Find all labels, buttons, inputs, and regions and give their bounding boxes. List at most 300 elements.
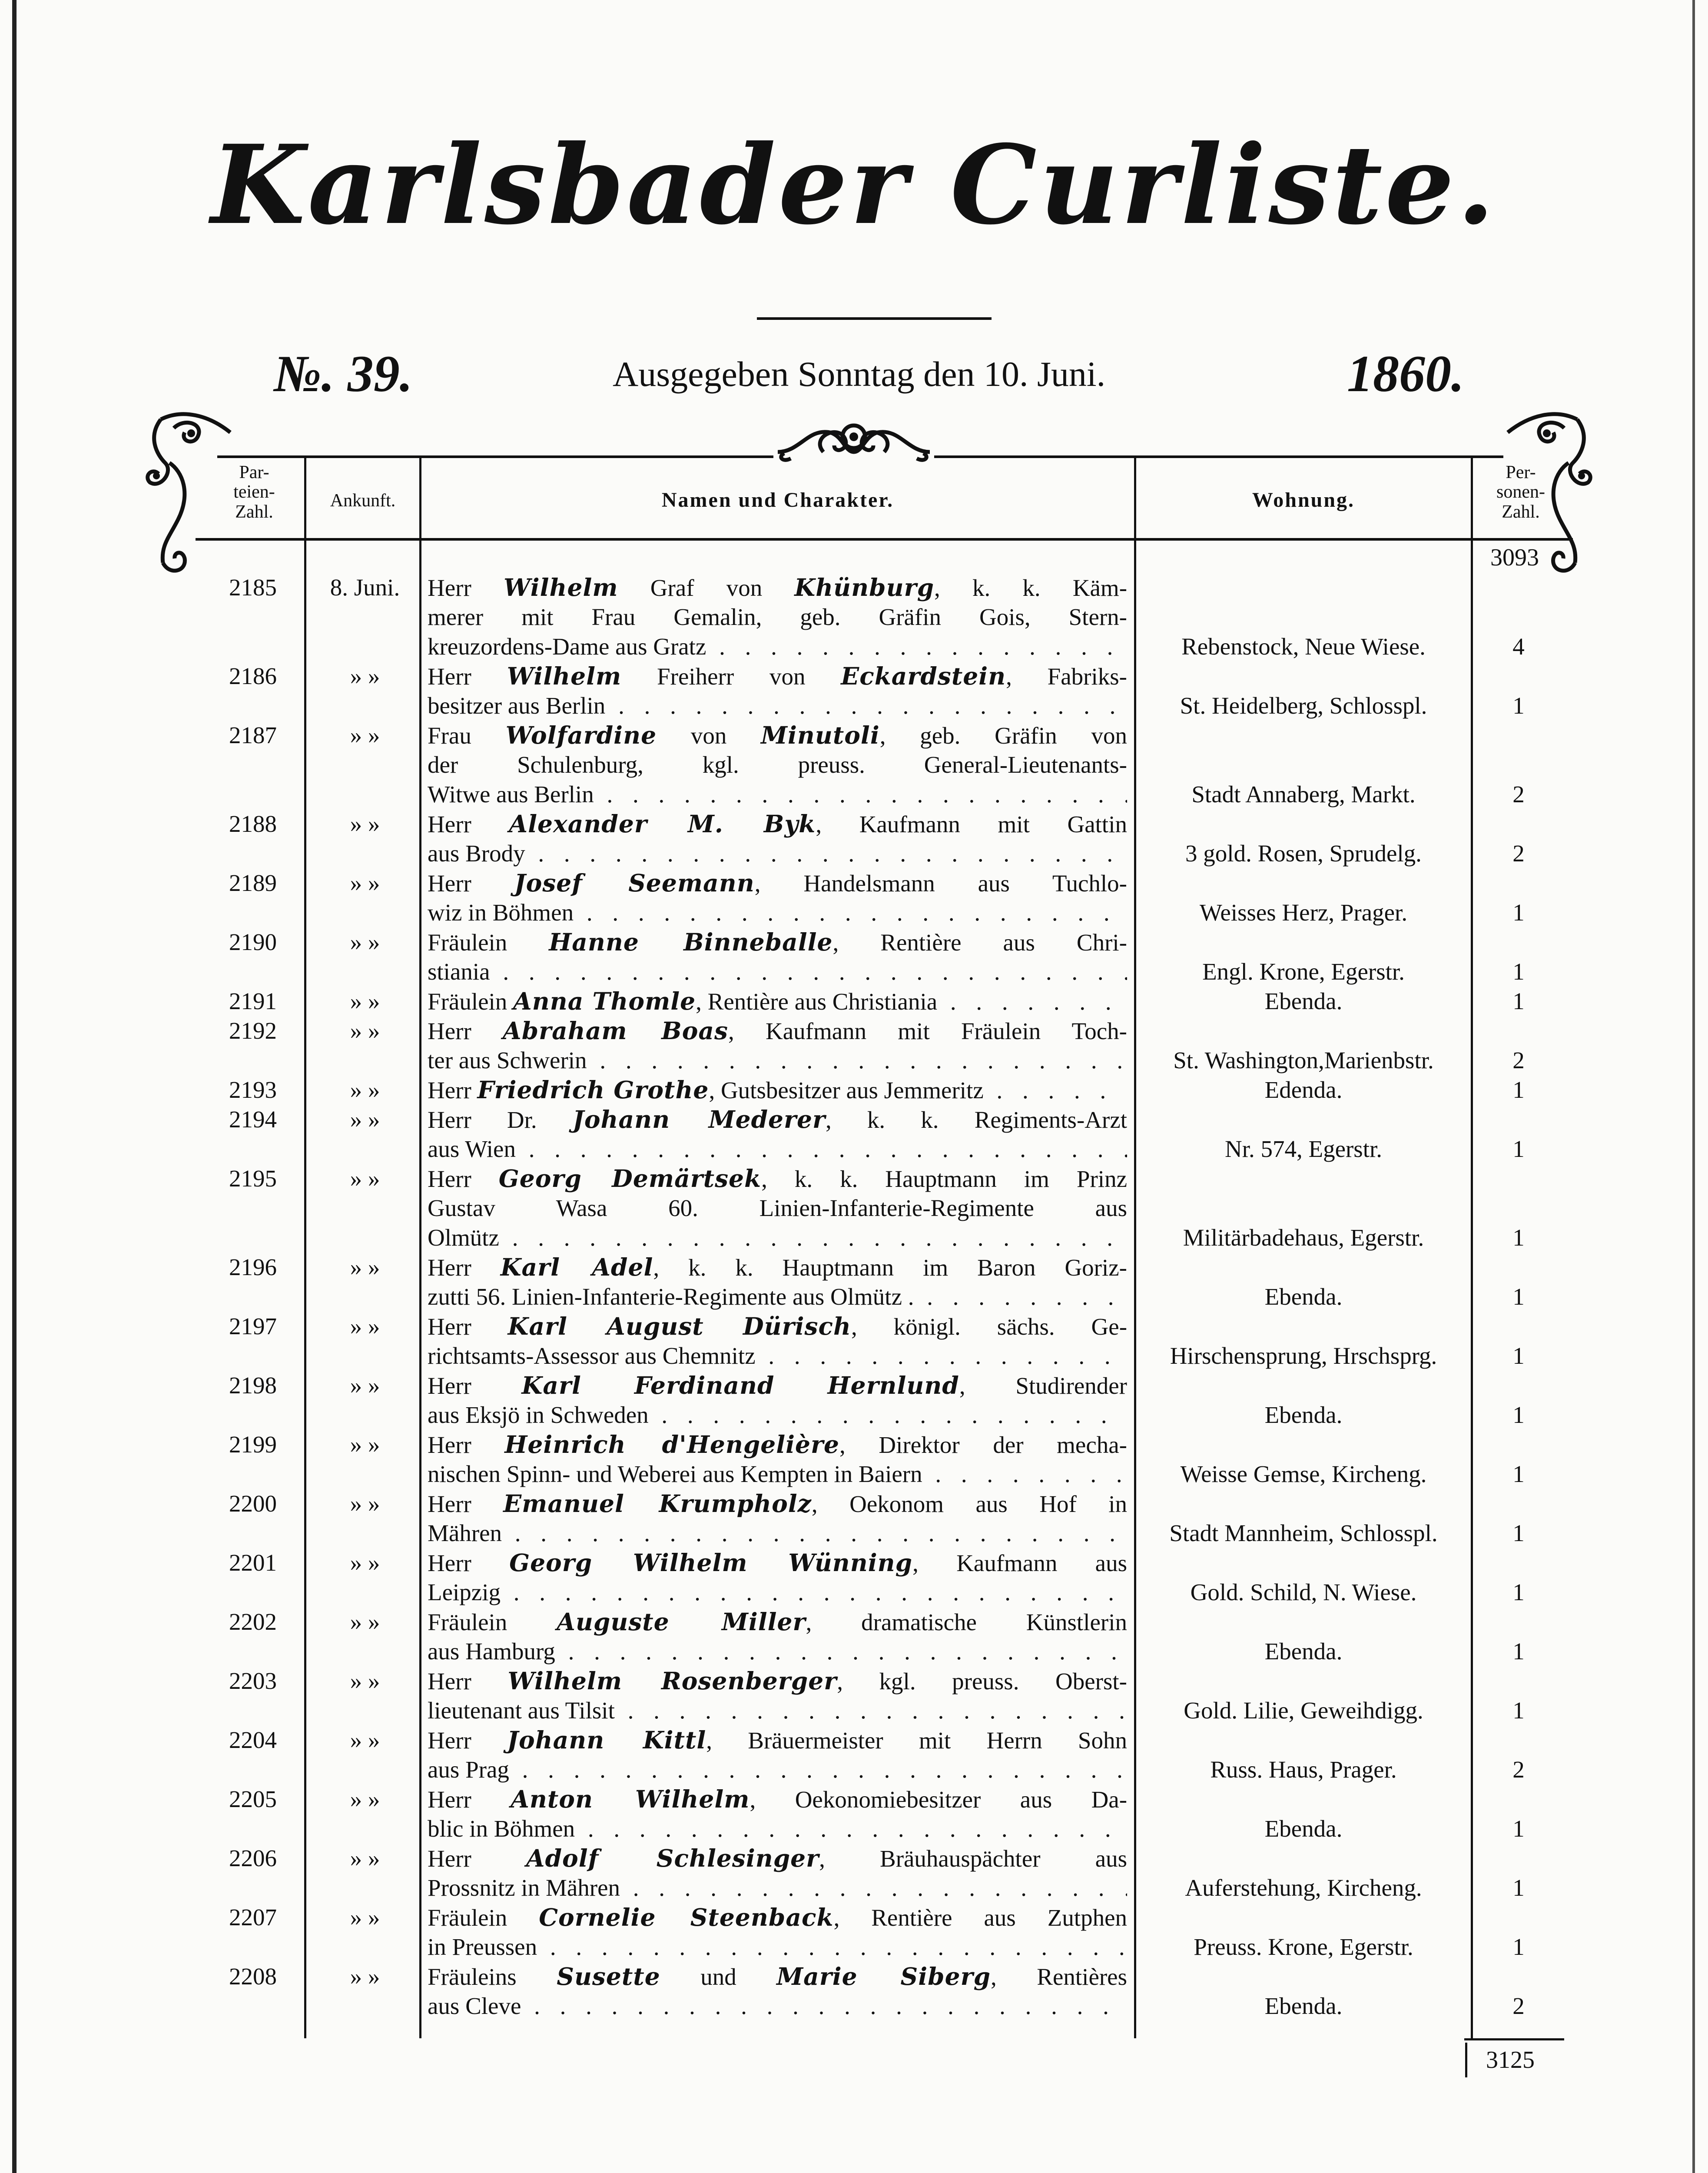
- guest-name-and-character: [428, 1312, 1127, 1371]
- guest-name: Emanuel Krumpholz: [503, 1489, 812, 1518]
- guest-text-line: [428, 1312, 1127, 1341]
- guest-text: Witwe aus Berlin: [428, 781, 594, 807]
- guest-name-and-character: [428, 987, 1127, 1016]
- guest-name-and-character: [428, 1105, 1127, 1164]
- guest-text-line: [428, 927, 1127, 957]
- guest-name: Karl August Dürisch: [507, 1312, 851, 1340]
- issue-number: №. 39.: [274, 345, 413, 402]
- guest-name: Wolfardine: [505, 721, 657, 749]
- persons-count: 1: [1512, 1934, 1525, 1960]
- guest-text: , Rentière aus Zutphen: [833, 1904, 1127, 1931]
- guest-text: , Bräuhauspächter aus: [819, 1845, 1127, 1872]
- persons-count: 2: [1512, 781, 1525, 807]
- guest-text: nischen Spinn- und Weberei aus Kempten in Baiern: [428, 1461, 922, 1487]
- guest-name-and-character: [428, 1725, 1127, 1784]
- arrival-date: 8. Juni.: [330, 574, 400, 601]
- lodging: Auferstehung, Kircheng.: [1185, 1874, 1422, 1901]
- guest-text: , Rentière aus Christiania: [696, 988, 938, 1015]
- lodging: Rebenstock, Neue Wiese.: [1181, 633, 1426, 660]
- issue-year: 1860.: [1347, 345, 1464, 402]
- party-number: 2206: [229, 1845, 277, 1871]
- arrival-date: » »: [350, 929, 380, 955]
- guest-name-and-character: [428, 1430, 1127, 1489]
- persons-count: 1: [1512, 988, 1525, 1014]
- guest-name-and-character: [428, 868, 1127, 927]
- arrival-date: » »: [350, 1106, 380, 1133]
- lodging: Nr. 574, Egerstr.: [1224, 1136, 1383, 1162]
- guest-name-and-character: [428, 1844, 1127, 1903]
- guest-text: Fräulein: [428, 929, 549, 956]
- arrival-date: » »: [350, 1431, 380, 1458]
- guest-text: , k. k. Hauptmann im Prinz: [761, 1166, 1127, 1192]
- guest-text: , k. k. Regiments-Arzt: [825, 1106, 1127, 1133]
- guest-text-line: [428, 1725, 1127, 1755]
- persons-count: 1: [1512, 1283, 1525, 1310]
- guest-text-line: [428, 868, 1127, 898]
- lodging: 3 gold. Rosen, Sprudelg.: [1185, 840, 1422, 867]
- guest-name: Karl Adel: [500, 1253, 653, 1281]
- guest-text-line: [428, 1814, 1127, 1844]
- persons-count: 1: [1512, 1224, 1525, 1251]
- guest-text: , kgl. preuss. Oberst-: [837, 1668, 1127, 1695]
- arrival-date: » »: [350, 663, 380, 689]
- party-number: 2188: [229, 811, 277, 837]
- guest-text: Herr: [428, 1254, 501, 1281]
- guest-name-and-character: [428, 1903, 1127, 1962]
- guest-text: Fräulein: [428, 1904, 539, 1931]
- arrival-date: » »: [350, 1313, 380, 1339]
- party-number: 2203: [229, 1668, 277, 1694]
- col-header-namen: Namen und Charakter.: [661, 488, 894, 512]
- arrival-date: » »: [350, 1549, 380, 1576]
- party-number: 2200: [229, 1490, 277, 1517]
- guest-text: ter aus Schwerin: [428, 1047, 587, 1073]
- persons-carry-over: 3093: [1490, 544, 1539, 571]
- guest-text: aus Eksjö in Schweden: [428, 1402, 649, 1428]
- guest-name-and-character: [428, 1075, 1127, 1105]
- guest-text-line: [428, 632, 1127, 661]
- guest-name: Heinrich d'Hengelière: [504, 1430, 840, 1459]
- guest-text: Herr: [428, 1550, 510, 1576]
- lodging: Gold. Schild, N. Wiese.: [1190, 1579, 1417, 1605]
- guest-text: aus Prag: [428, 1756, 509, 1783]
- guest-text: , Kaufmann mit Fräulein Toch-: [728, 1018, 1127, 1044]
- guest-text: Gustav Wasa 60. Linien-Infanterie-Regimente aus: [428, 1195, 1127, 1221]
- guest-text-line: [428, 1164, 1127, 1193]
- guest-text: , Handelsmann aus Tuchlo-: [754, 870, 1127, 897]
- guest-text-line: [428, 1105, 1127, 1134]
- guest-text-line: [428, 1518, 1127, 1548]
- guest-text: aus Cleve: [428, 1993, 521, 2019]
- guest-name: Hanne Binneballe: [549, 928, 833, 956]
- col-header-parteien: [204, 463, 304, 522]
- guest-text-line: [428, 1253, 1127, 1282]
- persons-count: 1: [1512, 1638, 1525, 1665]
- party-number: 2194: [229, 1106, 277, 1133]
- guest-text-line: [428, 1430, 1127, 1459]
- guest-text: Herr: [428, 575, 504, 601]
- guest-text-line: [428, 1046, 1127, 1075]
- guest-text: Herr: [428, 1313, 508, 1340]
- guest-text: von: [657, 722, 761, 749]
- guest-text: kreuzordens-Dame aus Gratz: [428, 633, 706, 660]
- guest-text-line: [428, 573, 1127, 602]
- guest-text: Herr: [428, 870, 514, 897]
- guest-text: , Gutsbesitzer aus Jemmeritz: [709, 1077, 984, 1103]
- guest-name-and-character: [428, 1164, 1127, 1253]
- guest-text: Fräulein: [428, 1609, 557, 1635]
- persons-count: 1: [1512, 1874, 1525, 1901]
- page-edge-right: [1692, 0, 1695, 2173]
- guest-name: Eckardstein: [841, 662, 1006, 690]
- guest-text: , Rentière aus Chri-: [832, 929, 1127, 956]
- guest-text-line: [428, 1755, 1127, 1784]
- arrival-date: » »: [350, 870, 380, 896]
- lodging: Ebenda.: [1264, 1993, 1343, 2019]
- guest-name: Adolf Schlesinger: [526, 1844, 819, 1872]
- guest-text: Graf von: [618, 575, 795, 601]
- guest-name: Karl Ferdinand Hernlund: [521, 1371, 959, 1399]
- guest-text: wiz in Böhmen: [428, 899, 574, 926]
- persons-count: 1: [1512, 1461, 1525, 1487]
- guest-text: Olmütz: [428, 1224, 499, 1251]
- persons-count: 1: [1512, 1402, 1525, 1428]
- lodging: Edenda.: [1264, 1077, 1343, 1103]
- guest-text: der Schulenburg, kgl. preuss. General-Lieutenants-: [428, 751, 1127, 778]
- guest-text: besitzer aus Berlin: [428, 692, 606, 719]
- guest-text-line: [428, 1784, 1127, 1814]
- col-header-wohnung: Wohnung.: [1252, 488, 1355, 512]
- guest-name: Abraham Boas: [503, 1017, 728, 1045]
- arrival-date: » »: [350, 1254, 380, 1280]
- guest-name: Josef Seemann: [514, 869, 755, 897]
- guest-name: Wilhelm: [503, 573, 618, 601]
- party-number: 2186: [229, 663, 277, 689]
- guest-name: Cornelie Steenback: [539, 1903, 834, 1931]
- guest-name-and-character: [428, 1784, 1127, 1844]
- guest-text: aus Hamburg: [428, 1638, 555, 1665]
- persons-count: 1: [1512, 692, 1525, 719]
- guest-text-line: [428, 1637, 1127, 1666]
- title-divider: [757, 317, 992, 320]
- guest-text: , Kaufmann mit Gattin: [816, 811, 1127, 837]
- guest-name: Johann Kittl: [507, 1726, 706, 1754]
- guest-name: Anton Wilhelm: [511, 1785, 750, 1813]
- persons-count: 2: [1512, 1756, 1525, 1783]
- guest-text: Frau: [428, 722, 506, 749]
- lodging: Preuss. Krone, Egerstr.: [1194, 1934, 1413, 1960]
- guest-text-line: [428, 1932, 1127, 1962]
- lodging: Ebenda.: [1264, 1815, 1343, 1842]
- party-number: 2195: [229, 1165, 277, 1192]
- guest-text: stiania: [428, 958, 490, 985]
- guest-name-and-character: [428, 1253, 1127, 1312]
- guest-name: Wilhelm: [507, 662, 622, 690]
- persons-count: 1: [1512, 1520, 1525, 1546]
- guest-name-and-character: [428, 661, 1127, 721]
- guest-text: Herr: [428, 1166, 499, 1192]
- persons-count: 1: [1512, 1697, 1525, 1724]
- guest-text-line: [428, 1016, 1127, 1046]
- lodging: Ebenda.: [1264, 1402, 1343, 1428]
- guest-text-line: [428, 809, 1127, 839]
- guest-text: aus Brody: [428, 840, 525, 867]
- col-header-personen-line: Zahl.: [1502, 502, 1540, 522]
- party-number: 2198: [229, 1372, 277, 1399]
- party-number: 2204: [229, 1727, 277, 1753]
- persons-total: 3125: [1486, 2047, 1535, 2073]
- guest-text: Herr: [428, 1845, 526, 1872]
- guest-text-line: [428, 987, 1127, 1016]
- guest-name-and-character: [428, 1371, 1127, 1430]
- party-number: 2201: [229, 1549, 277, 1576]
- guest-text: Herr Dr.: [428, 1106, 573, 1133]
- party-number: 2193: [229, 1077, 277, 1103]
- lodging: Weisses Herz, Prager.: [1199, 899, 1408, 926]
- guest-text: Herr: [428, 1018, 503, 1044]
- col-header-personen-line: sonen-: [1496, 482, 1545, 502]
- guest-name: Georg Wilhelm Wünning: [509, 1548, 913, 1577]
- guest-text-line: [428, 1371, 1127, 1400]
- guest-text: , Kaufmann aus: [912, 1550, 1127, 1576]
- arrival-date: » »: [350, 1845, 380, 1871]
- party-number: 2208: [229, 1963, 277, 1990]
- arrival-date: » »: [350, 988, 380, 1014]
- guest-name: Georg Demärtsek: [498, 1164, 762, 1193]
- guest-text: Herr: [428, 1077, 478, 1103]
- persons-count: 1: [1512, 1342, 1525, 1369]
- party-number: 2202: [229, 1608, 277, 1635]
- guest-text: , dramatische Künstlerin: [806, 1609, 1127, 1635]
- guest-text: Herr: [428, 663, 507, 690]
- persons-count: 4: [1512, 633, 1525, 660]
- col-header-parteien-line: Par-: [239, 462, 269, 482]
- guest-text-line: [428, 661, 1127, 691]
- total-rule: [1464, 2038, 1564, 2040]
- lodging: Stadt Annaberg, Markt.: [1191, 781, 1416, 807]
- guest-text-line: [428, 1489, 1127, 1518]
- guest-text-line: [428, 1400, 1127, 1430]
- guest-text: , Direktor der mecha-: [839, 1432, 1127, 1458]
- guest-text-line: [428, 1873, 1127, 1903]
- col-header-personen: [1473, 463, 1569, 522]
- guest-text-line: [428, 1696, 1127, 1725]
- party-number: 2190: [229, 929, 277, 955]
- guest-name: Minutoli: [761, 721, 880, 749]
- party-number: 2205: [229, 1786, 277, 1812]
- center-ornament: [773, 411, 934, 472]
- guest-name-and-character: [428, 573, 1127, 661]
- guest-text-line: [428, 839, 1127, 868]
- guest-name: Anna Thomle: [513, 987, 696, 1015]
- party-number: 2199: [229, 1431, 277, 1458]
- guest-text: Herr: [428, 811, 509, 837]
- guest-text: , geb. Gräfin von: [879, 722, 1127, 749]
- guest-name-and-character: [428, 1489, 1127, 1548]
- persons-count: 2: [1512, 840, 1525, 867]
- lodging: Gold. Lilie, Geweihdigg.: [1184, 1697, 1423, 1724]
- guest-text-line: [428, 1548, 1127, 1578]
- guest-text: , Fabriks-: [1006, 663, 1127, 690]
- persons-count: 1: [1512, 1579, 1525, 1605]
- lodging: Weisse Gemse, Kircheng.: [1180, 1461, 1427, 1487]
- guest-name-and-character: [428, 1548, 1127, 1607]
- guest-text: merer mit Frau Gemalin, geb. Gräfin Gois, Stern-: [428, 604, 1127, 630]
- guest-text-line: [428, 898, 1127, 927]
- guest-text: aus Wien: [428, 1136, 516, 1162]
- lodging: Militärbadehaus, Egerstr.: [1183, 1224, 1424, 1251]
- guest-text: Leipzig: [428, 1579, 501, 1605]
- guest-text: und: [660, 1964, 777, 1990]
- guest-name: Susette: [557, 1962, 660, 1990]
- guest-name: Marie Siberg: [776, 1962, 991, 1990]
- guest-text: , Oekonomiebesitzer aus Da-: [750, 1786, 1127, 1813]
- total-left-bar: [1465, 2043, 1467, 2077]
- lodging: Ebenda.: [1264, 988, 1343, 1014]
- guest-text: , k. k. Käm-: [934, 575, 1127, 601]
- lodging: Ebenda.: [1264, 1638, 1343, 1665]
- guest-text: , Rentières: [991, 1964, 1127, 1990]
- arrival-date: » »: [350, 722, 380, 748]
- arrival-date: » »: [350, 1727, 380, 1753]
- guest-text: lieutenant aus Tilsit: [428, 1697, 615, 1724]
- guest-text: Fräuleins: [428, 1964, 557, 1990]
- guest-name: Khünburg: [794, 573, 935, 601]
- persons-count: 1: [1512, 1077, 1525, 1103]
- guest-text-line: [428, 1134, 1127, 1164]
- lodging: Engl. Krone, Egerstr.: [1202, 958, 1405, 985]
- guest-text: Freiherr von: [621, 663, 841, 690]
- guest-name: Friedrich Grothe: [477, 1076, 709, 1104]
- col-header-ankunft: Ankunft.: [330, 491, 396, 511]
- guest-text-line: [428, 1282, 1127, 1312]
- arrival-date: » »: [350, 1017, 380, 1044]
- party-number: 2191: [229, 988, 277, 1014]
- guest-text-line: [428, 1459, 1127, 1489]
- persons-count: 1: [1512, 1815, 1525, 1842]
- guest-name: Alexander M. Byk: [509, 810, 816, 838]
- guest-text: Herr: [428, 1668, 508, 1695]
- party-number: 2207: [229, 1904, 277, 1930]
- lodging: Hirschensprung, Hrschsprg.: [1170, 1342, 1437, 1369]
- lodging: Ebenda.: [1264, 1283, 1343, 1310]
- lodging: Russ. Haus, Prager.: [1210, 1756, 1397, 1783]
- guest-text-line: [428, 780, 1127, 809]
- guest-text-line: [428, 1962, 1127, 1991]
- guest-text-line: [428, 1844, 1127, 1873]
- guest-text: Herr: [428, 1786, 511, 1813]
- guest-text: Mähren: [428, 1520, 502, 1546]
- page-edge-left: [12, 0, 17, 2173]
- column-divider-3: [1134, 456, 1136, 2038]
- guest-text-line: [428, 1341, 1127, 1371]
- guest-name: Wilhelm Rosenberger: [507, 1667, 837, 1695]
- arrival-date: » »: [350, 1077, 380, 1103]
- guest-text-line: [428, 1991, 1127, 2021]
- guest-name-and-character: [428, 809, 1127, 868]
- guest-text: blic in Böhmen: [428, 1815, 575, 1842]
- guest-text: , k. k. Hauptmann im Baron Goriz-: [653, 1254, 1127, 1281]
- lodging: Stadt Mannheim, Schlosspl.: [1169, 1520, 1438, 1546]
- arrival-date: » »: [350, 1608, 380, 1635]
- persons-count: 1: [1512, 1136, 1525, 1162]
- party-number: 2185: [229, 574, 277, 601]
- guest-text-line: [428, 602, 1127, 632]
- col-header-parteien-line: teien-: [233, 482, 275, 502]
- guest-text: Prossnitz in Mähren: [428, 1874, 620, 1901]
- guest-text-line: [428, 1578, 1127, 1607]
- party-number: 2192: [229, 1017, 277, 1044]
- guest-text: Herr: [428, 1432, 505, 1458]
- lodging: St. Washington,Marienbstr.: [1173, 1047, 1434, 1073]
- guest-text: Herr: [428, 1727, 507, 1754]
- guest-name-and-character: [428, 927, 1127, 987]
- arrival-date: » »: [350, 1963, 380, 1990]
- arrival-date: » »: [350, 1372, 380, 1399]
- guest-text: Fräulein: [428, 988, 514, 1015]
- party-number: 2196: [229, 1254, 277, 1280]
- guest-text: richtsamts-Assessor aus Chemnitz: [428, 1342, 756, 1369]
- col-header-personen-line: Per-: [1506, 462, 1536, 482]
- issue-date: Ausgegeben Sonntag den 10. Juni.: [613, 354, 1106, 394]
- arrival-date: » »: [350, 1786, 380, 1812]
- guest-text-line: [428, 1223, 1127, 1253]
- guest-text-line: [428, 750, 1127, 780]
- arrival-date: » »: [350, 1490, 380, 1517]
- guest-name-and-character: [428, 1016, 1127, 1075]
- persons-count: 1: [1512, 899, 1525, 926]
- guest-text-line: [428, 1075, 1127, 1105]
- party-number: 2197: [229, 1313, 277, 1339]
- guest-text: , Studirender: [959, 1372, 1127, 1399]
- arrival-date: » »: [350, 1165, 380, 1192]
- lodging: St. Heidelberg, Schlosspl.: [1180, 692, 1427, 719]
- header-bottom-rule: [196, 538, 1573, 541]
- guest-text: zutti 56. Linien-Infanterie-Regimente aus Olmütz .: [428, 1283, 914, 1310]
- party-number: 2189: [229, 870, 277, 896]
- guest-text: , königl. sächs. Ge-: [851, 1313, 1127, 1340]
- persons-count: 1: [1512, 958, 1525, 985]
- guest-name: Auguste Miller: [557, 1608, 806, 1636]
- guest-text: in Preussen: [428, 1934, 537, 1960]
- persons-count: 2: [1512, 1993, 1525, 2019]
- guest-text-line: [428, 1193, 1127, 1223]
- arrival-date: » »: [350, 1904, 380, 1930]
- guest-text-line: [428, 957, 1127, 987]
- guest-text-line: [428, 1666, 1127, 1696]
- guest-text-line: [428, 721, 1127, 750]
- persons-count: 2: [1512, 1047, 1525, 1073]
- guest-name: Johann Mederer: [572, 1105, 826, 1133]
- guest-name-and-character: [428, 1962, 1127, 2021]
- guest-text-line: [428, 691, 1127, 721]
- guest-name-and-character: [428, 1607, 1127, 1666]
- page-title: Karlsbader Curliste.: [211, 121, 1497, 249]
- guest-text: Herr: [428, 1372, 522, 1399]
- guest-name-and-character: [428, 721, 1127, 809]
- guest-text: , Oekonom aus Hof in: [811, 1491, 1127, 1517]
- header-top-rule-right: [934, 455, 1503, 458]
- arrival-date: » »: [350, 1668, 380, 1694]
- guest-name-and-character: [428, 1666, 1127, 1725]
- guest-text-line: [428, 1607, 1127, 1637]
- col-header-parteien-line: Zahl.: [235, 502, 273, 522]
- arrival-date: » »: [350, 811, 380, 837]
- guest-text: , Bräuermeister mit Herrn Sohn: [706, 1727, 1127, 1754]
- guest-text: Herr: [428, 1491, 504, 1517]
- party-number: 2187: [229, 722, 277, 748]
- header-top-rule: [217, 455, 773, 458]
